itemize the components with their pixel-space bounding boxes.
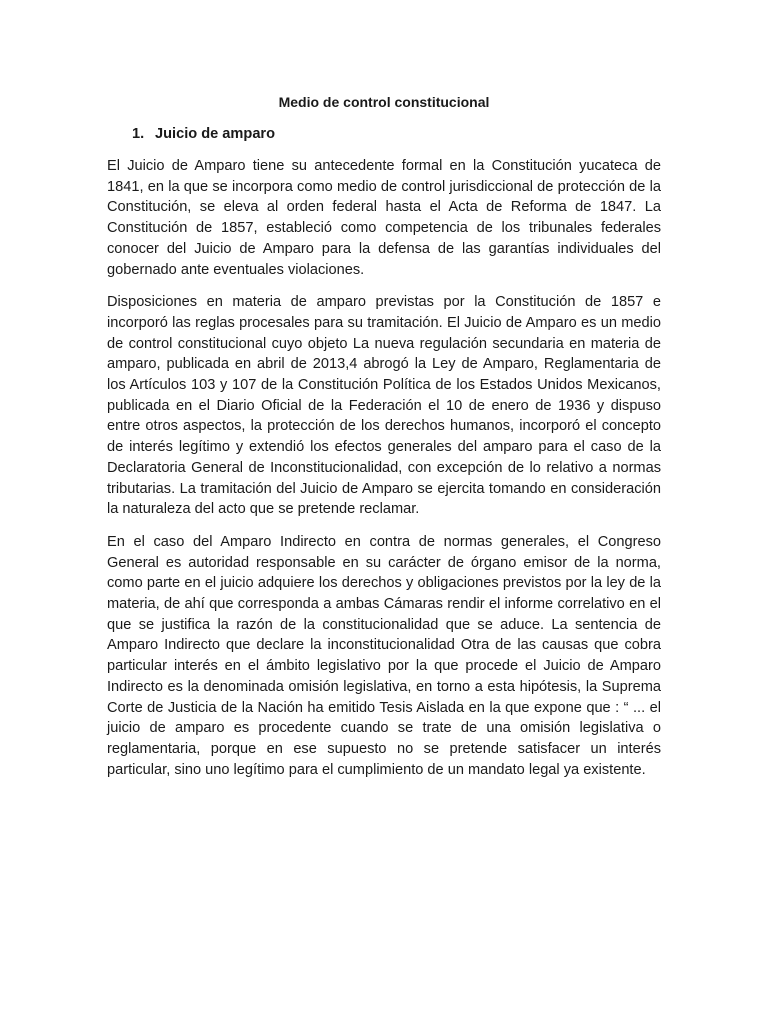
document-title: Medio de control constitucional xyxy=(278,94,490,110)
paragraph-1: El Juicio de Amparo tiene su antecedente formal en la Constitución yucateca de 1841, en la que se incorpora como medio de control jurisdiccional de protección de la Constitución, se eleva al orden federal hasta el Acta de Reforma de 1847. La Constitución de 1857, estableció como competencia de los tribunales federales conocer del Juicio de Amparo para la defensa de las garantías individuales del gobernado ante eventuales violaciones. xyxy=(107,158,661,278)
paragraph-2: Disposiciones en materia de amparo previstas por la Constitución de 1857 e incorporó las reglas procesales para su tramitación. El Juicio de Amparo es un medio de control constitucional cuyo objeto La nueva regulación secundaria en materia de amparo, publicada en abril de 2013,4 abrogó la Ley de Amparo, Reglamentaria de los Artículos 103 y 107 de la Constitución Política de los Estados Unidos Mexicanos, publicada en el Diario Oficial de la Federación el 10 de enero de 1936 y dispuso entre otros aspectos, la protección de los derechos humanos, incorporó el concepto de interés legítimo y extendió los efectos generales del amparo para el caso de la Declaratoria General de Inconstitucionalidad, con excepción de lo relativo a normas tributarias. La tramitación del Juicio de Amparo se ejercita tomando en consideración la naturaleza del acto que se pretende reclamar. xyxy=(107,294,661,518)
section-heading-text: Juicio de amparo xyxy=(155,126,276,142)
section-number: 1. xyxy=(132,126,145,142)
document-body xyxy=(107,156,661,792)
section-heading xyxy=(132,124,275,144)
paragraph-3: En el caso del Amparo Indirecto en contra de normas generales, el Congreso General es autoridad responsable en su carácter de órgano emisor de la norma, como parte en el juicio adquiere los derechos y obligaciones previstos por la ley de la materia, de ahí que corresponda a ambas Cámaras rendir el informe correlativo en el que se justifica la razón de la constitucionalidad que se aduce. La sentencia de Amparo Indirecto que declare la inconstitucionalidad Otra de las causas que cobra particular interés en el ámbito legislativo por la que procede el Juicio de Amparo Indirecto es la denominada omisión legislativa, en torno a esta hipótesis, la Suprema Corte de Justicia de la Nación ha emitido Tesis Aislada en la que expone que : “ ... el juicio de amparo es procedente cuando se trate de una omisión legislativa o reglamentaria, porque en ese supuesto no se pretende satisfacer un interés particular, sino uno legítimo para el cumplimiento de un mandato legal ya existente. xyxy=(107,533,661,778)
